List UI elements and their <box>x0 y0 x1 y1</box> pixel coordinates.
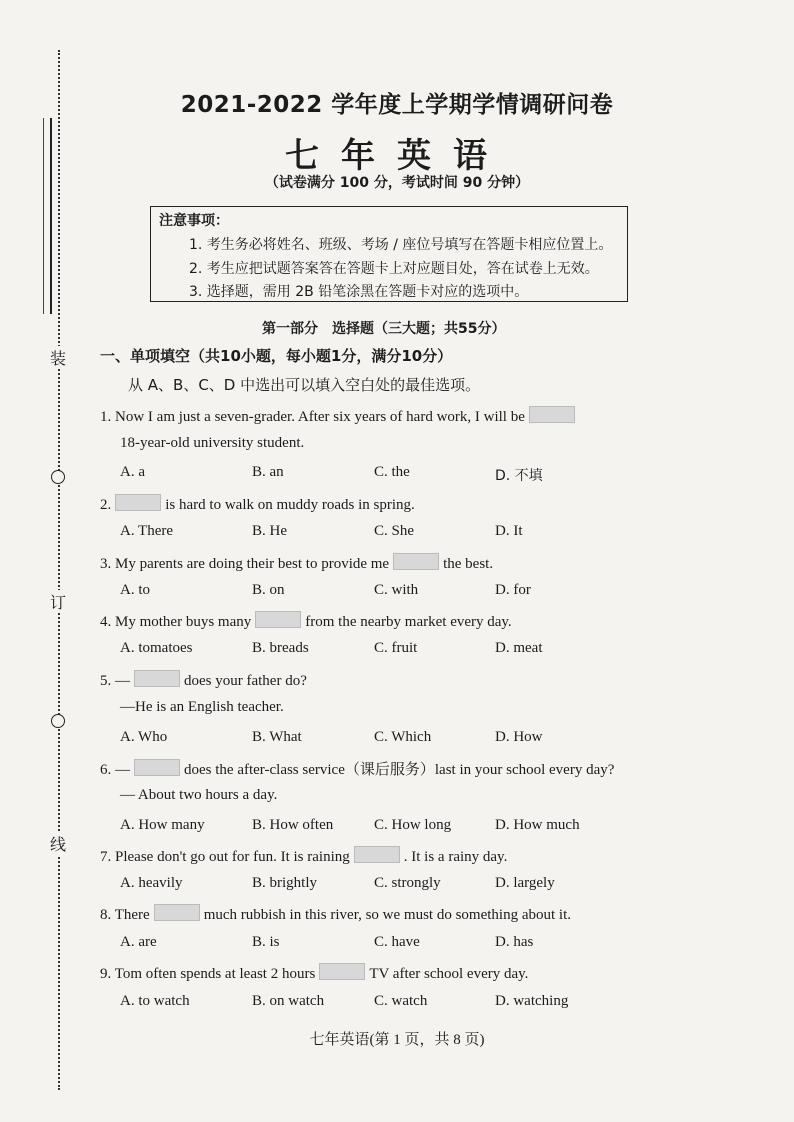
question-7: 7. Please don't go out for fun. It is raining . It is a rainy day. <box>100 846 507 866</box>
option-d: D. for <box>495 582 531 598</box>
option-d: D. largely <box>495 875 555 891</box>
question-6-line2: — About two hours a day. <box>120 787 278 803</box>
option-a: A. There <box>120 523 174 539</box>
section-title: 一、单项填空（共10小题，每小题1分，满分10分） <box>100 347 453 365</box>
option-b: B. brightly <box>252 875 318 891</box>
option-c: C. fruit <box>374 640 418 656</box>
notice-item: 2. 考生应把试题答案答在答题卡上对应题目处，答在试卷上无效。 <box>189 261 599 277</box>
margin-char-xian: 线 <box>48 832 68 855</box>
page-footer: 七年英语(第 1 页，共 8 页) <box>309 1032 485 1048</box>
answer-blank <box>134 759 180 776</box>
question-5: 5. — does your father do? <box>100 670 307 690</box>
margin-char-ding: 订 <box>48 590 68 613</box>
option-b: B. What <box>252 729 302 745</box>
binding-dotted-line <box>58 50 60 1090</box>
option-a: A. are <box>120 934 157 950</box>
question-2: 2. is hard to walk on muddy roads in spring. <box>100 494 415 514</box>
question-5-line2: —He is an English teacher. <box>120 699 284 715</box>
answer-blank <box>255 611 301 628</box>
option-c: C. with <box>374 582 419 598</box>
option-d: D. It <box>495 523 523 539</box>
option-c: C. She <box>374 523 415 539</box>
exam-info: （试卷满分 100 分，考试时间 90 分钟） <box>264 175 530 191</box>
margin-char-zhuang: 装 <box>48 346 68 369</box>
exam-subject: 七年英语 <box>285 136 509 176</box>
notice-item: 3. 选择题，需用 2B 铅笔涂黑在答题卡对应的选项中。 <box>189 284 529 300</box>
option-a: A. heavily <box>120 875 183 891</box>
margin-circle <box>51 714 65 728</box>
notice-item: 1. 考生务必将姓名、班级、考场 / 座位号填写在答题卡相应位置上。 <box>189 237 613 253</box>
option-a: A. a <box>120 464 145 480</box>
option-c: C. strongly <box>374 875 441 891</box>
option-a: A. to watch <box>120 993 190 1009</box>
option-a: A. tomatoes <box>120 640 193 656</box>
section-instruction: 从 A、B、C、D 中选出可以填入空白处的最佳选项。 <box>128 376 481 394</box>
option-a: A. Who <box>120 729 168 745</box>
question-4: 4. My mother buys many from the nearby market every day. <box>100 611 512 631</box>
option-d: D. meat <box>495 640 543 656</box>
option-b: B. breads <box>252 640 309 656</box>
option-a: A. to <box>120 582 150 598</box>
question-9: 9. Tom often spends at least 2 hours TV after school every day. <box>100 963 528 983</box>
answer-blank <box>529 406 575 423</box>
option-d: D. has <box>495 934 534 950</box>
option-b: B. is <box>252 934 280 950</box>
option-c: C. How long <box>374 817 452 833</box>
option-b: B. on <box>252 582 285 598</box>
option-d: D. How <box>495 729 543 745</box>
part-title: 第一部分 选择题（三大题；共55分） <box>262 321 506 337</box>
question-1: 1. Now I am just a seven-grader. After six years of hard work, I will be <box>100 406 579 426</box>
option-a: A. How many <box>120 817 205 833</box>
option-b: B. an <box>252 464 284 480</box>
answer-blank <box>319 963 365 980</box>
option-c: C. the <box>374 464 410 480</box>
notice-title: 注意事项： <box>159 213 229 229</box>
question-6: 6. — does the after-class service（课后服务）last in your school every day? <box>100 758 614 779</box>
exam-title: 2021-2022 学年度上学期学情调研问卷 <box>180 92 614 118</box>
question-8: 8. There much rubbish in this river, so we must do something about it. <box>100 904 571 924</box>
answer-blank <box>115 494 161 511</box>
option-b: B. He <box>252 523 287 539</box>
answer-blank <box>393 553 439 570</box>
option-c: C. Which <box>374 729 432 745</box>
option-c: C. have <box>374 934 420 950</box>
option-d: D. 不填 <box>495 468 543 484</box>
option-b: B. on watch <box>252 993 325 1009</box>
question-3: 3. My parents are doing their best to provide me the best. <box>100 553 493 573</box>
question-1-line2: 18-year-old university student. <box>120 435 305 451</box>
option-b: B. How often <box>252 817 334 833</box>
answer-blank <box>134 670 180 687</box>
margin-circle <box>51 470 65 484</box>
notice-box <box>150 206 628 302</box>
option-d: D. watching <box>495 993 569 1009</box>
option-c: C. watch <box>374 993 428 1009</box>
answer-blank <box>154 904 200 921</box>
option-d: D. How much <box>495 817 580 833</box>
answer-blank <box>354 846 400 863</box>
